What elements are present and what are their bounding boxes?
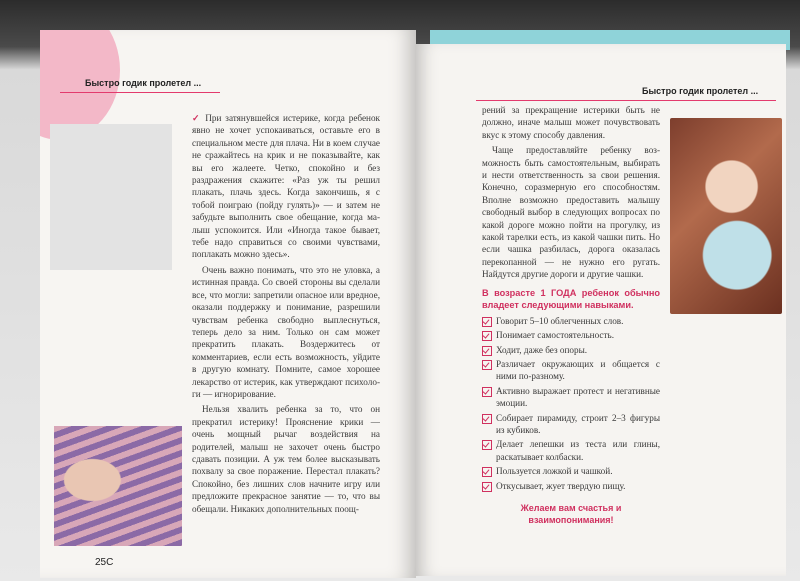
left-paragraph: ✓ При затянувшейся истерике, когда ребенок явно не хочет успокаиваться, оставьте его в специальном месте для плача. Ни в коем случае не сражайтесь на крик и не показывайте, как вы его жалеете. Четко, спокойно и без раздражения скажите: «Раз уж ты решил плакать, плачь здесь. Когда закончишь, я с тобой поиграю (пойду гулять)» — и затем не забудьте выполнить свое обещание, когда малыш успокоится. Или «Иногда такое бывает, тебе надо справиться со своими чувствами, поплакать можно здесь». [192,113,381,260]
bullet-icon: ✓ [192,113,206,123]
left-page [40,30,416,578]
right-page [416,44,786,576]
skill-item: Собирает пирамиду, строит 2–3 фигуры из кубиков. [482,412,660,437]
skill-item: Понимает самостоятельность. [482,329,660,341]
skill-item: Ходит, даже без опоры. [482,344,660,356]
checkbox-icon [482,331,492,341]
checkbox-icon [482,414,492,424]
closing-wish: Желаем вам счастья и взаимопонимания! [520,502,622,525]
right-header-rule [476,100,776,101]
left-text-column [192,112,380,518]
checkbox-icon [482,467,492,477]
right-paragraph: рений за прекращение истерики быть не должно, иначе малыш может почувствовать вкус к этому способу давления. [482,105,660,140]
checkbox-icon [482,346,492,356]
right-text-column [482,104,660,526]
gray-photo-placeholder [50,124,172,270]
checkbox-icon [482,440,492,450]
open-book [20,30,790,578]
checkbox-icon [482,317,492,327]
checkbox-icon [482,482,492,492]
left-paragraph: Очень важно понимать, что это не уловка, а истинная правда. Со своей стороны вы сделали все, что могли: запретили опасное или вредное, оказали поддержку и понимание, разрешили чувствам ребенка свободно выплеснуться, теперь дело за ним. Только он сам может прекратить плакать. Воздержитесь от комментариев, если есть возможность, уйдите в другую комнату. Помните, самое хорошее лекарство от истерик, как утверждают психологи — игнорирование. [192,264,380,399]
page-number: 25C [95,557,114,568]
left-header-rule [60,92,220,93]
checkbox-icon [482,387,492,397]
skill-item: Различает окружающих и общается с ними по-разному. [482,358,660,383]
skills-title: В возрасте 1 ГОДА ребенок обычно владеет следующими навыками. [482,287,660,310]
skills-list [482,315,660,492]
skill-item: Говорит 5–10 облегченных слов. [482,315,660,327]
right-header-title: Быстро годик пролетел ... [642,86,759,96]
baby-with-pacifier-photo [670,118,782,314]
skill-item: Активно выражает протест и негативные эмоции. [482,385,660,410]
skill-item: Откусывает, жует твердую пищу. [482,480,660,492]
skill-item: Пользуется ложкой и чашкой. [482,465,660,477]
left-header-title: Быстро годик пролетел ... [85,78,202,88]
sleeping-child-photo [54,426,182,546]
skill-item: Делает лепешки из теста или глины, раскатывает колбаски. [482,438,660,463]
left-paragraph: Нельзя хвалить ребенка за то, что он прекратил истерику! Прояснение крики — очень мощный рычаг воздействия на родителей, малыш не захочет очень быстро сдавать позиции. А уж тем более высказывать похвалу за свое поражение. Перестал плакать? Спокойно, без лишних слов начните игру или предложите прекрасное занятие — то, что вы обещали. Никаких дополнительных поощ- [192,404,380,514]
checkbox-icon [482,360,492,370]
right-paragraph: Чаще предоставляйте ребенку возможность быть самостоятельным, выбирать и нести ответственность за свои решения. Конечно, соразмерную его способностям. Вполне возможно предоставить малышу свободный выбор в следующих вопросах по какой дороге можно пойти на прогулку, из какой тарелки есть, из какой чашки пить. Но если чашка разбилась, дорога оказалась перекопанной — не нужно его ругать. Найдутся другие дороги и другие чашки. [482,145,660,280]
